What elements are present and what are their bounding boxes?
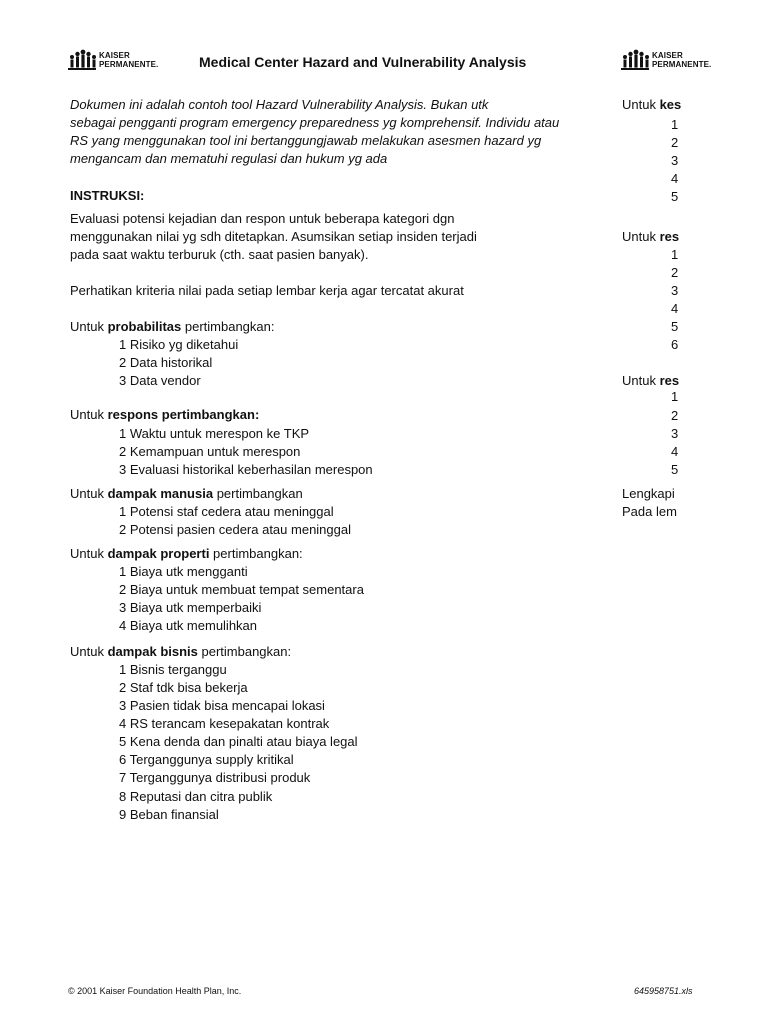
logo-wordmark: KAISER PERMANENTE. (99, 51, 159, 69)
right-num: 6 (671, 337, 679, 352)
logo-wordmark: KAISER PERMANENTE. (652, 51, 712, 69)
list-item: 3 Data vendor (119, 373, 201, 388)
right-num: 2 (671, 135, 679, 150)
page-title: Medical Center Hazard and Vulnerability Analysis (199, 54, 527, 70)
section-heading-dampak-manusia: Untuk dampak manusia pertimbangkan (70, 486, 303, 501)
right-block3-heading: Untuk res (622, 373, 680, 388)
list-item: 9 Beban finansial (119, 807, 219, 822)
right-num: 4 (671, 444, 679, 459)
right-column-clipped (622, 0, 688, 1024)
list-item: 8 Reputasi dan citra publik (119, 789, 273, 804)
section-heading-dampak-bisnis: Untuk dampak bisnis pertimbangkan: (70, 644, 292, 659)
list-item: 2 Data historikal (119, 355, 213, 370)
instruksi-heading: INSTRUKSI: (70, 188, 145, 203)
list-item: 5 Kena denda dan pinalti atau biaya legal (119, 734, 358, 749)
right-tail-line: Pada lem (622, 504, 677, 519)
list-item: 4 Biaya utk memulihkan (119, 618, 258, 633)
kaiser-people-icon (68, 49, 96, 71)
list-item: 3 Pasien tidak bisa mencapai lokasi (119, 698, 325, 713)
footer-filename: 645958751.xls (634, 986, 693, 996)
instruksi-line: Evaluasi potensi kejadian dan respon untuk beberapa kategori dgn (70, 211, 455, 226)
footer-copyright: © 2001 Kaiser Foundation Health Plan, Inc. (68, 986, 242, 996)
list-item: 1 Risiko yg diketahui (119, 337, 239, 352)
right-num: 5 (671, 319, 679, 334)
section-heading-dampak-properti: Untuk dampak properti pertimbangkan: (70, 546, 303, 561)
right-num: 4 (671, 171, 679, 186)
list-item: 4 RS terancam kesepakatan kontrak (119, 716, 330, 731)
right-num: 1 (671, 389, 679, 404)
intro-line: Dokumen ini adalah contoh tool Hazard Vulnerability Analysis. Bukan utk (70, 97, 489, 112)
list-item: 1 Biaya utk mengganti (119, 564, 248, 579)
section-heading-respons: Untuk respons pertimbangkan: (70, 407, 260, 422)
instruksi-line: menggunakan nilai yg sdh ditetapkan. Asumsikan setiap insiden terjadi (70, 229, 477, 244)
right-num: 3 (671, 283, 679, 298)
instruksi-line: pada saat waktu terburuk (cth. saat pasien banyak). (70, 247, 369, 262)
list-item: 1 Bisnis terganggu (119, 662, 227, 677)
list-item: 2 Staf tdk bisa bekerja (119, 680, 248, 695)
instruksi-note: Perhatikan kriteria nilai pada setiap lembar kerja agar tercatat akurat (70, 283, 464, 298)
intro-line: RS yang menggunakan tool ini bertanggungjawab melakukan asesmen hazard yg (70, 133, 542, 148)
list-item: 3 Biaya utk memperbaiki (119, 600, 262, 615)
intro-line: sebagai pengganti program emergency preparedness yg komprehensif. Individu atau (70, 115, 560, 130)
right-num: 5 (671, 462, 679, 477)
right-num: 5 (671, 189, 679, 204)
right-num: 2 (671, 265, 679, 280)
section-heading-probabilitas: Untuk probabilitas pertimbangkan: (70, 319, 275, 334)
list-item: 1 Waktu untuk merespon ke TKP (119, 426, 310, 441)
right-num: 1 (671, 117, 679, 132)
right-num: 2 (671, 408, 679, 423)
intro-line: mengancam dan mematuhi regulasi dan hukum yg ada (70, 151, 388, 166)
right-tail-line: Lengkapi (622, 486, 675, 501)
list-item: 1 Potensi staf cedera atau meninggal (119, 504, 334, 519)
right-num: 1 (671, 247, 679, 262)
list-item: 2 Potensi pasien cedera atau meninggal (119, 522, 351, 537)
right-block1-heading: Untuk kes (622, 97, 682, 112)
list-item: 6 Terganggunya supply kritikal (119, 752, 294, 767)
list-item: 7 Terganggunya distribusi produk (119, 770, 311, 785)
kaiser-logo-left (68, 49, 158, 71)
list-item: 3 Evaluasi historikal keberhasilan merespon (119, 462, 373, 477)
right-num: 3 (671, 426, 679, 441)
right-num: 3 (671, 153, 679, 168)
list-item: 2 Kemampuan untuk merespon (119, 444, 301, 459)
right-num: 4 (671, 301, 679, 316)
list-item: 2 Biaya untuk membuat tempat sementara (119, 582, 364, 597)
right-block2-heading: Untuk res (622, 229, 680, 244)
